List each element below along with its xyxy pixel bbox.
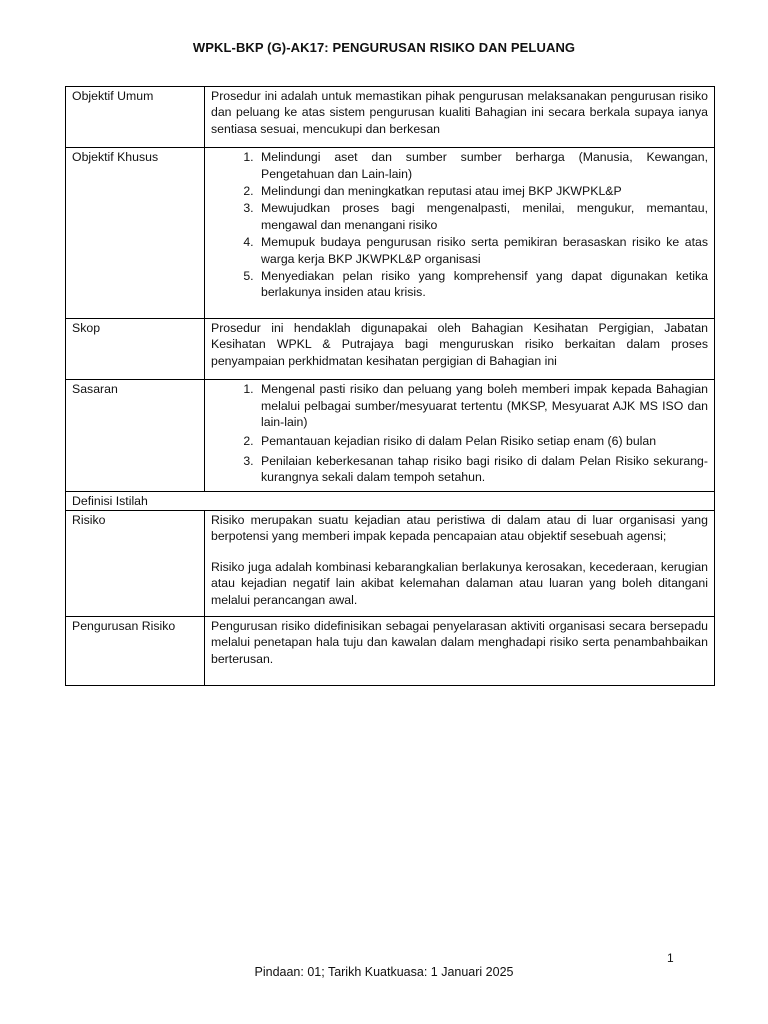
procedure-table [65,86,715,686]
row-sasaran [66,380,715,491]
list-objektif-khusus [211,149,708,301]
content-risiko [205,510,715,616]
text-risiko-para2: Risiko juga adalah kombinasi kebarangkalian berlakunya kerosakan, kecederaan, kerugian atau kejadian negatif lain akibat kelemahan dalaman atau luaran yang boleh ditangani melalui perancangan awal. [211,559,708,607]
row-pengurusan-risiko [66,616,715,685]
text-objektif-umum: Prosedur ini adalah untuk memastikan pihak pengurusan melaksanakan pengurusan risiko dan peluang ke atas sistem pengurusan kualiti Bahagian ini secara berkala supaya ianya sentiasa sesuai, mencukupi dan berkesan [205,87,715,148]
list-item: 1. Mengenal pasti risiko dan peluang yang boleh memberi impak kepada Bahagian melalui pelbagai sumber/mesyuarat tertentu (MKSP, Mesyuarat AJK MS ISO dan lain-lain) [257,381,708,430]
list-item: 5. Menyediakan pelan risiko yang komprehensif yang dapat digunakan ketika berlakunya insiden atau krisis. [257,268,708,301]
heading-definisi-istilah: Definisi Istilah [66,491,715,510]
row-objektif-khusus [66,148,715,319]
text-risiko-para1: Risiko merupakan suatu kejadian atau peristiwa di dalam atau di luar organisasi yang berpotensi yang memberi impak kepada pencapaian atau objektif sesebuah agensi; [211,512,708,544]
row-definisi-istilah [66,491,715,510]
list-item: 2. Pemantauan kejadian risiko di dalam Pelan Risiko setiap enam (6) bulan [257,433,708,449]
text-skop: Prosedur ini hendaklah digunapakai oleh Bahagian Kesihatan Pergigian, Jabatan Kesihatan WPKL & Putrajaya bagi menguruskan risiko berkaitan dalam proses penyampaian perkhidmatan kesihatan pergigian di Bahagian ini [205,318,715,379]
label-risiko: Risiko [66,510,205,616]
list-sasaran [211,381,708,485]
label-objektif-khusus: Objektif Khusus [66,148,205,319]
label-objektif-umum: Objektif Umum [66,87,205,148]
row-objektif-umum [66,87,715,148]
list-item: 4. Memupuk budaya pengurusan risiko serta pemikiran berasaskan risiko ke atas warga kerja BKP JKWPKL&P organisasi [257,234,708,267]
row-skop [66,318,715,379]
content-objektif-khusus [205,148,715,319]
footer-revision: Pindaan: 01; Tarikh Kuatkuasa: 1 Januari 2025 [254,965,514,979]
list-item: 1. Melindungi aset dan sumber sumber berharga (Manusia, Kewangan, Pengetahuan dan Lain-lain) [257,149,708,182]
label-pengurusan-risiko: Pengurusan Risiko [66,616,205,685]
content-sasaran [205,380,715,491]
text-pengurusan-risiko: Pengurusan risiko didefinisikan sebagai penyelarasan aktiviti organisasi secara bersepadu melalui penetapan hala tuju dan kawalan dalam menghadapi risiko serta penambahbaikan berterusan. [205,616,715,685]
page-number: 1 [667,951,674,965]
label-skop: Skop [66,318,205,379]
document-title: WPKL-BKP (G)-AK17: PENGURUSAN RISIKO DAN PELUANG [192,40,576,55]
label-sasaran: Sasaran [66,380,205,491]
list-item: 3. Penilaian keberkesanan tahap risiko bagi risiko di dalam Pelan Risiko sekurang-kurangnya sekali dalam tempoh setahun. [257,453,708,486]
row-risiko [66,510,715,616]
list-item: 2. Melindungi dan meningkatkan reputasi atau imej BKP JKWPKL&P [257,183,708,199]
list-item: 3. Mewujudkan proses bagi mengenalpasti, menilai, mengukur, memantau, mengawal dan menangani risiko [257,200,708,233]
